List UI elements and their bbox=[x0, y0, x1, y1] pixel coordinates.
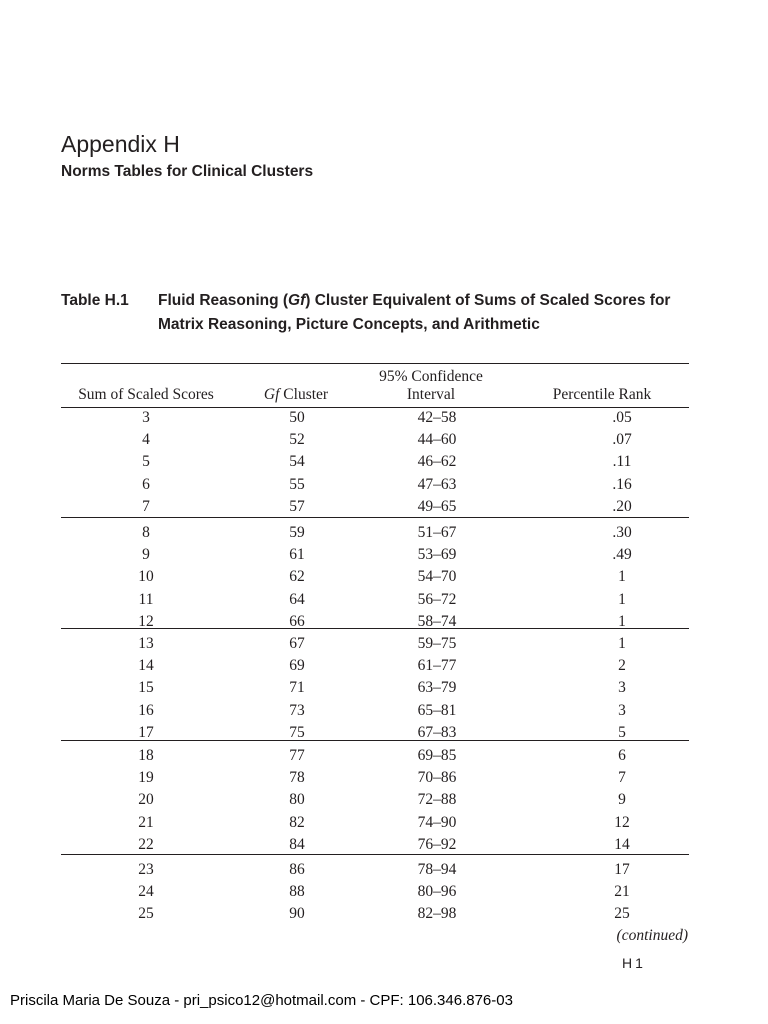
header-gf-cluster bbox=[246, 386, 346, 404]
cell-sum: 22 bbox=[138, 835, 154, 853]
cell-gf-cluster: 55 bbox=[289, 475, 305, 493]
table-title-italic: Gf bbox=[288, 292, 306, 309]
cell-confidence-interval: 56–72 bbox=[417, 590, 457, 608]
cell-sum: 14 bbox=[138, 657, 154, 675]
table-row bbox=[61, 789, 689, 811]
cell-sum: 9 bbox=[142, 546, 150, 564]
group-rule bbox=[61, 517, 689, 518]
cell-gf-cluster: 52 bbox=[289, 431, 305, 449]
cell-confidence-interval: 82–98 bbox=[417, 905, 457, 923]
cell-gf-cluster: 67 bbox=[289, 635, 305, 652]
cell-sum: 23 bbox=[138, 861, 154, 878]
cell-gf-cluster: 62 bbox=[289, 568, 305, 586]
table-row bbox=[61, 544, 689, 566]
table-row bbox=[61, 859, 689, 881]
cell-gf-cluster: 61 bbox=[289, 546, 305, 564]
header-gf-italic: Gf bbox=[263, 386, 280, 403]
cell-gf-cluster: 84 bbox=[289, 835, 305, 853]
cell-gf-cluster: 80 bbox=[289, 791, 305, 809]
cell-confidence-interval: 74–90 bbox=[417, 813, 457, 831]
cell-sum: 15 bbox=[138, 679, 154, 697]
cell-confidence-interval: 47–63 bbox=[417, 475, 457, 493]
cell-percentile-rank: 2 bbox=[618, 657, 626, 675]
cell-gf-cluster: 73 bbox=[289, 701, 305, 719]
cell-confidence-interval: 80–96 bbox=[417, 883, 457, 901]
cell-confidence-interval: 72–88 bbox=[417, 791, 457, 809]
cell-confidence-interval: 78–94 bbox=[417, 861, 457, 878]
cell-percentile-rank: .30 bbox=[612, 524, 632, 541]
header-ci-line2: Interval bbox=[406, 386, 456, 403]
cell-gf-cluster: 59 bbox=[289, 524, 305, 541]
cell-gf-cluster: 82 bbox=[289, 813, 305, 831]
table-row bbox=[61, 700, 689, 722]
cell-sum: 5 bbox=[142, 453, 150, 471]
cell-percentile-rank: .16 bbox=[612, 475, 632, 493]
cell-percentile-rank: 14 bbox=[614, 835, 630, 853]
header-percentile-rank: Percentile Rank bbox=[552, 386, 652, 403]
table-row bbox=[61, 834, 689, 856]
cell-confidence-interval: 46–62 bbox=[417, 453, 457, 471]
cell-sum: 7 bbox=[142, 497, 150, 515]
cell-percentile-rank: 1 bbox=[618, 568, 626, 586]
cell-gf-cluster: 75 bbox=[289, 723, 305, 741]
cell-confidence-interval: 70–86 bbox=[417, 769, 457, 787]
cell-sum: 6 bbox=[142, 475, 150, 493]
cell-percentile-rank: 1 bbox=[618, 590, 626, 608]
table-title bbox=[158, 289, 698, 337]
cell-sum: 16 bbox=[138, 701, 154, 719]
cell-confidence-interval: 51–67 bbox=[417, 524, 457, 541]
cell-sum: 18 bbox=[138, 747, 154, 764]
cell-percentile-rank: 6 bbox=[618, 747, 626, 764]
table-row bbox=[61, 474, 689, 496]
cell-sum: 13 bbox=[138, 635, 154, 652]
group-rule bbox=[61, 628, 689, 629]
cell-sum: 25 bbox=[138, 905, 154, 923]
header-ci-line1: 95% Confidence bbox=[379, 368, 483, 385]
header-sum-scaled-scores: Sum of Scaled Scores bbox=[78, 386, 214, 403]
cell-gf-cluster: 78 bbox=[289, 769, 305, 787]
cell-confidence-interval: 69–85 bbox=[417, 747, 457, 764]
cell-gf-cluster: 66 bbox=[289, 612, 305, 630]
cell-sum: 24 bbox=[138, 883, 154, 901]
table-row bbox=[61, 451, 689, 473]
cell-gf-cluster: 50 bbox=[289, 409, 305, 426]
cell-sum: 11 bbox=[138, 590, 154, 608]
page-number: H1 bbox=[622, 955, 646, 971]
cell-sum: 17 bbox=[138, 723, 154, 741]
table-row bbox=[61, 589, 689, 611]
cell-gf-cluster: 64 bbox=[289, 590, 305, 608]
cell-percentile-rank: .11 bbox=[612, 453, 632, 471]
cell-gf-cluster: 86 bbox=[289, 861, 305, 878]
cell-sum: 12 bbox=[138, 612, 154, 630]
cell-sum: 4 bbox=[142, 431, 150, 449]
appendix-subtitle: Norms Tables for Clinical Clusters bbox=[61, 163, 314, 180]
cell-confidence-interval: 63–79 bbox=[417, 679, 457, 697]
cell-sum: 21 bbox=[138, 813, 154, 831]
table-row bbox=[61, 429, 689, 451]
cell-sum: 8 bbox=[142, 524, 150, 541]
cell-percentile-rank: .07 bbox=[612, 431, 632, 449]
cell-gf-cluster: 77 bbox=[289, 747, 305, 764]
table-row bbox=[61, 522, 689, 544]
cell-confidence-interval: 67–83 bbox=[417, 723, 457, 741]
table-row bbox=[61, 677, 689, 699]
cell-percentile-rank: .05 bbox=[612, 409, 632, 426]
appendix-title: Appendix H bbox=[61, 131, 180, 157]
cell-gf-cluster: 57 bbox=[289, 497, 305, 515]
cell-percentile-rank: 5 bbox=[618, 723, 626, 741]
table-row bbox=[61, 633, 689, 655]
cell-percentile-rank: 3 bbox=[618, 701, 626, 719]
table-label: Table H.1 bbox=[61, 292, 129, 309]
table-row bbox=[61, 767, 689, 789]
cell-percentile-rank: .20 bbox=[612, 497, 632, 515]
cell-percentile-rank: 12 bbox=[614, 813, 630, 831]
table-row bbox=[61, 611, 689, 633]
table-top-rule bbox=[61, 363, 689, 364]
table-row bbox=[61, 496, 689, 518]
cell-gf-cluster: 71 bbox=[289, 679, 305, 697]
cell-confidence-interval: 42–58 bbox=[417, 409, 457, 426]
cell-confidence-interval: 58–74 bbox=[417, 612, 457, 630]
table-row bbox=[61, 566, 689, 588]
cell-confidence-interval: 53–69 bbox=[417, 546, 457, 564]
continued-note: (continued) bbox=[616, 927, 688, 944]
cell-gf-cluster: 69 bbox=[289, 657, 305, 675]
table-row bbox=[61, 812, 689, 834]
table-row bbox=[61, 655, 689, 677]
table-row bbox=[61, 881, 689, 903]
header-cluster-text: Cluster bbox=[279, 386, 329, 403]
cell-percentile-rank: 21 bbox=[614, 883, 630, 901]
cell-confidence-interval: 61–77 bbox=[417, 657, 457, 675]
cell-confidence-interval: 76–92 bbox=[417, 835, 457, 853]
cell-percentile-rank: 25 bbox=[614, 905, 630, 923]
cell-confidence-interval: 49–65 bbox=[417, 497, 457, 515]
cell-percentile-rank: 7 bbox=[618, 769, 626, 787]
cell-confidence-interval: 54–70 bbox=[417, 568, 457, 586]
table-row bbox=[61, 407, 689, 429]
cell-gf-cluster: 54 bbox=[289, 453, 305, 471]
cell-confidence-interval: 65–81 bbox=[417, 701, 457, 719]
cell-gf-cluster: 88 bbox=[289, 883, 305, 901]
cell-percentile-rank: 1 bbox=[618, 635, 626, 652]
cell-confidence-interval: 44–60 bbox=[417, 431, 457, 449]
cell-gf-cluster: 90 bbox=[289, 905, 305, 923]
cell-percentile-rank: 9 bbox=[618, 791, 626, 809]
group-rule bbox=[61, 740, 689, 741]
cell-confidence-interval: 59–75 bbox=[417, 635, 457, 652]
cell-sum: 19 bbox=[138, 769, 154, 787]
cell-percentile-rank: 1 bbox=[618, 612, 626, 630]
cell-sum: 20 bbox=[138, 791, 154, 809]
cell-sum: 3 bbox=[142, 409, 150, 426]
table-title-part: Fluid Reasoning ( bbox=[158, 292, 289, 309]
group-rule bbox=[61, 854, 689, 855]
table-title-part: ) Cluster Equivalent of Sums of Scaled Scores for Matrix Reasoning, Picture Concepts, and Arithmetic bbox=[158, 292, 671, 333]
header-confidence-interval bbox=[361, 368, 501, 404]
cell-percentile-rank: 3 bbox=[618, 679, 626, 697]
footer-watermark: Priscila Maria De Souza - pri_psico12@hotmail.com - CPF: 106.346.876-03 bbox=[10, 992, 513, 1009]
table-row bbox=[61, 745, 689, 767]
cell-sum: 10 bbox=[138, 568, 154, 586]
table-row bbox=[61, 903, 689, 925]
cell-percentile-rank: .49 bbox=[612, 546, 632, 564]
cell-percentile-rank: 17 bbox=[614, 861, 630, 878]
